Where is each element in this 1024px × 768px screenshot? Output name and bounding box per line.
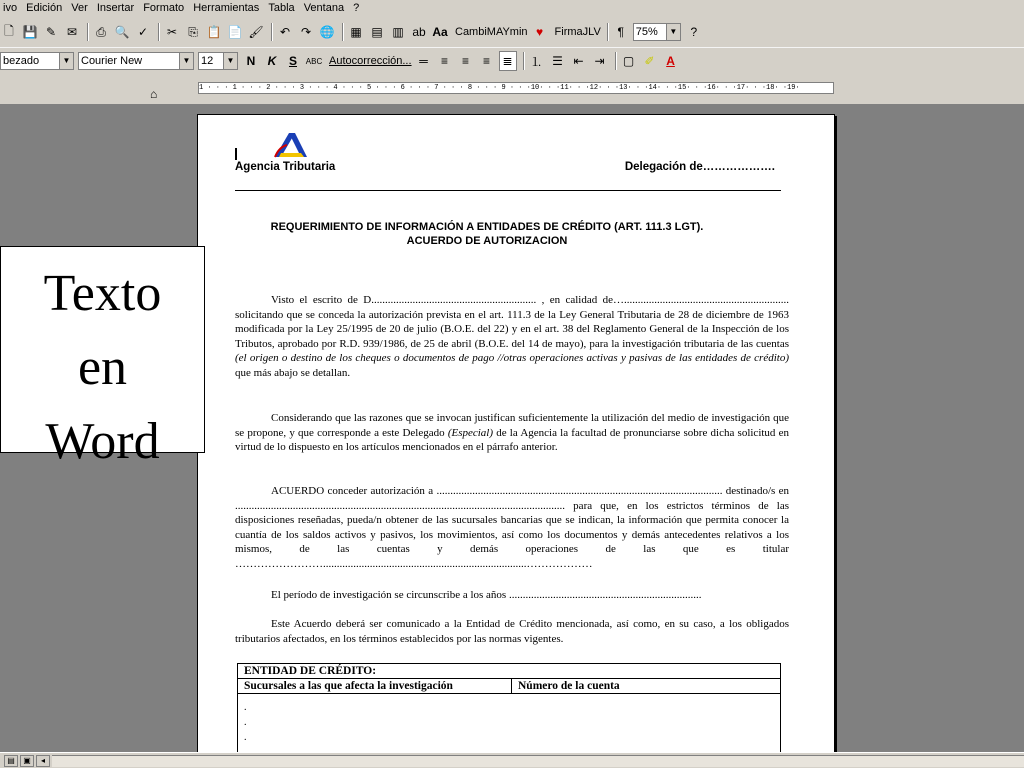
font-value: Courier New: [81, 55, 143, 67]
textbox-line-1: Texto: [43, 265, 162, 322]
separator: [607, 23, 609, 41]
menu-help[interactable]: ?: [353, 2, 360, 14]
normal-view-icon[interactable]: ▤: [4, 755, 18, 767]
menu-archivo[interactable]: ivo: [3, 2, 18, 14]
chevron-down-icon: ▼: [223, 53, 237, 69]
textbox-line-2: en: [77, 339, 128, 396]
paragraph-periodo-text: El período de investigación se circunscribe a los años ......................................................................: [271, 589, 702, 601]
zoom-value: 75%: [635, 26, 658, 38]
cambimaymin-button[interactable]: CambiMAYmin: [455, 26, 528, 38]
document-header: [235, 161, 781, 191]
insert-table-icon[interactable]: ▤: [371, 25, 383, 39]
decrease-indent-icon[interactable]: ⇤: [573, 54, 584, 68]
font-size-select[interactable]: [198, 52, 238, 70]
table-row-dot: .: [244, 702, 247, 713]
double-line-icon[interactable]: ═: [419, 54, 428, 68]
separator: [158, 23, 160, 41]
hyperlink-icon[interactable]: 🌐: [319, 25, 335, 39]
menu-insertar[interactable]: Insertar: [96, 2, 135, 14]
help-icon[interactable]: ?: [690, 25, 698, 39]
paragraph-acuerdo: [235, 484, 789, 571]
zoom-select[interactable]: [633, 23, 681, 41]
bold-button[interactable]: N: [246, 54, 256, 68]
paragraph-comunicado-text: Este Acuerdo deberá ser comunicado a la Entidad de Crédito mencionada, así como, en su caso, a los obligados tributarios afectados, en los términos establecidos por las normas vigentes.: [235, 618, 789, 645]
separator: [523, 52, 525, 70]
underline-button[interactable]: S: [288, 54, 297, 68]
entidad-credito-table: [237, 663, 781, 754]
title-line-1: REQUERIMIENTO DE INFORMACIÓN A ENTIDADES DE CRÉDITO (ART. 111.3 LGT).: [270, 221, 704, 233]
paragraph-considerando-end: de la Agencia la facultad de pronunciarse sobre dicha solicitud en virtud de lo dispuesto en los artículos mencionados en el párrafo anterior.: [235, 426, 790, 453]
paragraph-periodo: [235, 588, 789, 603]
autocorrect-button[interactable]: Autocorrección...: [329, 55, 412, 67]
delegation-label: Delegación de……………….: [624, 161, 775, 173]
table-empty-cell[interactable]: [238, 694, 781, 754]
paragraph-visto-italic: (el origen o destino de los cheques o documentos de pago //otras operaciones activas y pasivas de las entidades de crédito): [235, 352, 789, 364]
print-layout-icon[interactable]: ▣: [20, 755, 34, 767]
firma-button[interactable]: FirmaJLV: [554, 26, 601, 38]
paragraph-considerando: [235, 411, 789, 455]
paragraph-visto: [235, 293, 789, 380]
align-right-icon[interactable]: ≡: [483, 54, 491, 68]
paste-icon[interactable]: 📋: [206, 25, 222, 39]
chevron-down-icon: ▼: [179, 53, 193, 69]
menu-bar: [0, 0, 1024, 16]
overlay-text-box: [0, 246, 205, 470]
separator: [615, 52, 617, 70]
separator: [87, 23, 89, 41]
paragraph-considerando-text: Considerando que las razones que se invocan justifican suficientemente la utilización del medio de investigación que se propone, y que corresponde a este Delegado: [235, 412, 789, 439]
title-line-2: ACUERDO DE AUTORIZACION: [406, 235, 568, 247]
copy-icon[interactable]: ⎘: [188, 24, 198, 39]
italic-button[interactable]: K: [267, 54, 277, 68]
table-row-dot: .: [244, 732, 247, 743]
show-formatting-icon[interactable]: ¶: [617, 25, 624, 39]
table-title: ENTIDAD DE CRÉDITO:: [238, 664, 781, 679]
permissions-icon[interactable]: ✎: [45, 25, 57, 39]
column-header-sucursales: Sucursales a las que afecta la investigación: [238, 679, 512, 694]
document-page[interactable]: [197, 114, 835, 768]
table-row-dot: .: [244, 717, 247, 728]
undo-icon[interactable]: ↶: [279, 25, 291, 39]
formatting-toolbar: [0, 48, 1024, 74]
paragraph-visto-end: que más abajo se detallan.: [235, 366, 351, 379]
style-select[interactable]: [0, 52, 74, 70]
horizontal-ruler[interactable]: [198, 82, 834, 94]
redo-icon[interactable]: ↷: [300, 25, 312, 39]
print-icon[interactable]: ⎙: [96, 24, 106, 39]
horizontal-scrollbar[interactable]: [52, 755, 1024, 767]
menu-ver[interactable]: Ver: [71, 2, 88, 14]
standard-toolbar: [0, 16, 1024, 48]
ruler-area: [0, 74, 1024, 105]
format-painter-icon[interactable]: 🖌: [248, 25, 264, 39]
email-icon[interactable]: ✉: [66, 25, 78, 39]
smallcaps-button[interactable]: ABC: [305, 56, 323, 66]
paste-special-icon[interactable]: 📄: [227, 25, 243, 39]
cut-icon[interactable]: ✂: [166, 25, 178, 39]
agency-name: Agencia Tributaria: [235, 161, 336, 173]
align-left-icon[interactable]: ≡: [441, 54, 449, 68]
scroll-left-icon[interactable]: ◂: [36, 755, 50, 767]
ruler-marks: 1 · · · 1 · · · 2 · · · 3 · · · 4 · · · 5 · · · 6 · · · 7 · · · 8 · · · 9 · · ·10· · ·11· · ·12· · ·13· · ·14· · ·15· · ·16· · ·17· · ·18· ·19·: [199, 84, 800, 92]
document-title: [235, 220, 739, 248]
font-color-icon[interactable]: A: [666, 54, 675, 68]
find-replace-icon[interactable]: ab: [412, 25, 426, 39]
paragraph-visto-text: Visto el escrito de D............................................................ , en calidad de…............................................................ solicitando que se conceda la autorización prevista en el art. 111.3 de la Ley General Tributaria de 28 de diciembre de 1963 modificada por la Ley 25/1995 de 20 de julio (B.O.E. del 22) y en el art. 38 del Reglamento General de la Inspección de los Tributos, aprobado por R.D. 939/1986, de 25 de abril (B.O.E. del 14 de mayo), para la investigación tributaria de las cuentas: [235, 294, 789, 350]
style-value: bezado: [3, 55, 40, 67]
textbox-line-3: Word: [45, 413, 160, 470]
separator: [342, 23, 344, 41]
bottom-bar: [0, 752, 1024, 768]
menu-formato[interactable]: Formato: [143, 2, 185, 14]
align-center-icon[interactable]: ≡: [462, 54, 470, 68]
separator: [271, 23, 273, 41]
menu-tabla[interactable]: Tabla: [268, 2, 295, 14]
bullets-icon[interactable]: ☰: [552, 54, 563, 68]
tab-selector-icon[interactable]: ⌂: [150, 87, 158, 101]
chevron-down-icon: ▼: [666, 24, 680, 40]
spelling-icon[interactable]: ✓: [137, 25, 149, 39]
menu-herramientas[interactable]: Herramientas: [193, 2, 260, 14]
print-preview-icon[interactable]: 🔍: [114, 25, 130, 39]
column-header-cuenta: Número de la cuenta: [512, 679, 781, 694]
paragraph-comunicado: [235, 617, 789, 646]
menu-edicion[interactable]: Edición: [26, 2, 63, 14]
borders-icon[interactable]: ▢: [622, 54, 635, 68]
font-select[interactable]: [78, 52, 194, 70]
font-case-icon[interactable]: Aa: [432, 25, 448, 39]
chevron-down-icon: ▼: [59, 53, 73, 69]
increase-indent-icon[interactable]: ⇥: [594, 54, 605, 68]
paragraph-acuerdo-text: ACUERDO conceder autorización a ........................................................................................................ destinado/s en ........................................................................................................................ para que, en los estrictos términos de las disposiciones reseñadas, pueda/n obtener de las sucursales bancarias que se indican, la información que permita conocer la cuantía de los saldos activos y pasivos, los movimientos, así como los documentos y demás antecedentes relativos a los mismos, de las cuentas y demás operaciones de las que es titular ……………………..........................................................................………………: [235, 485, 789, 570]
columns-icon[interactable]: ▥: [392, 25, 404, 39]
agencia-tributaria-logo: [271, 129, 311, 161]
paragraph-considerando-italic: (Especial): [447, 426, 494, 439]
highlight-icon[interactable]: ✐: [644, 54, 655, 68]
text-cursor: [235, 148, 237, 160]
justify-icon[interactable]: ≣: [499, 51, 517, 71]
menu-ventana[interactable]: Ventana: [303, 2, 345, 14]
save-icon[interactable]: 💾: [22, 25, 38, 39]
tables-borders-icon[interactable]: ▦: [350, 25, 362, 39]
heart-icon[interactable]: ♥: [535, 25, 544, 39]
font-size-value: 12: [201, 55, 214, 67]
new-document-icon[interactable]: 🗋: [4, 23, 14, 38]
numbering-icon[interactable]: ⒈: [530, 54, 543, 69]
